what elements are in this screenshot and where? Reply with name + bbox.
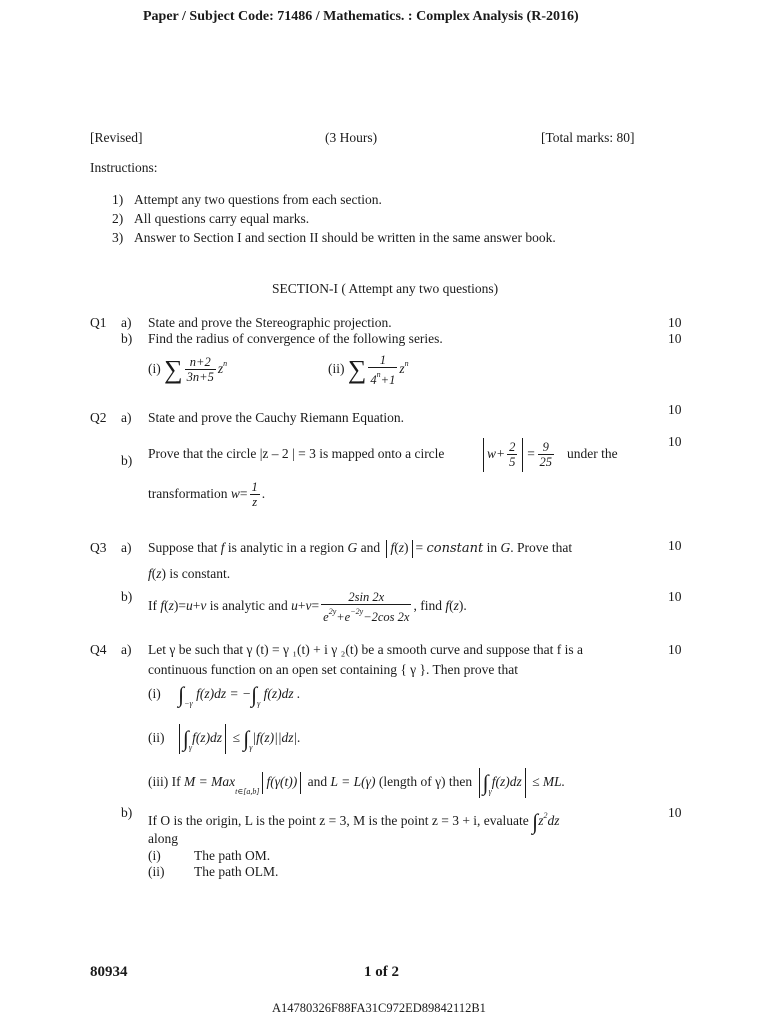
series-one: (i) ∑ $\frac{n+2}{3n+5}$ $z^n$ [148,354,228,385]
proof-item-one: (i) $\int_{-\gamma}$ $f(z)dz = -\int_\gamma$ f(z)dz . [148,681,301,708]
part-label: a) [121,540,132,555]
part-label: a) [121,642,132,657]
revised-label: [Revised] [90,130,143,145]
question-text: continuous function on an open set containing { γ }. Then prove that [148,662,518,677]
total-marks-label: [Total marks: 80] [541,130,635,145]
instructions-heading: Instructions: [90,160,158,175]
part-label: a) [121,410,132,425]
question-label: Q3 [90,540,107,555]
path-text: The path OM. [194,848,271,863]
sub-label: (i) [148,361,161,376]
marks: 10 [668,434,682,449]
sigma-icon: ∑ [347,354,367,384]
instruction-num: 2) [112,211,124,226]
sub-label: (ii) [328,361,345,376]
fraction: $\frac{1}{4^n+1}$ [370,352,396,387]
series-two: (ii) ∑ $\frac{1}{4^n+1}$ $z^n$ [328,352,409,387]
instruction-text: All questions carry equal marks. [134,211,310,226]
sub-label: (i) [148,848,161,863]
duration-label: (3 Hours) [325,130,378,145]
paper-code: 80934 [90,964,128,980]
sub-label: (ii) [148,864,165,879]
marks: 10 [668,642,682,657]
question-text: transformation w= $\frac{1}{z}$ . [148,480,266,510]
proof-item-three: (iii) If M = Max$_{t\in[a,b]}$f(γ(t)) and L = L(γ) (length of γ) then $\int_\gamma f(z)dz$ ≤ ML. [148,769,566,796]
question-text: If O is the origin, L is the point z = 3, M is the point z = 3 + i, evaluate $\int z^2dz$ [148,808,560,834]
question-label: Q2 [90,410,107,425]
instruction-num: 1) [112,192,124,207]
marks: 10 [668,331,682,346]
instruction-text: Answer to Section I and section II should be written in the same answer book. [134,230,556,245]
part-label: b) [121,453,133,468]
marks: 10 [668,805,682,820]
part-label: a) [121,315,132,330]
marks: 10 [668,402,682,417]
question-text: under the [567,446,618,461]
paper-header: Paper / Subject Code: 71486 / Mathematics. : Complex Analysis (R-2016) [143,9,579,24]
part-label: b) [121,589,133,604]
question-text: State and prove the Cauchy Riemann Equation. [148,410,405,425]
question-text: along [148,831,178,846]
path-text: The path OLM. [194,864,279,879]
question-text: Let γ be such that γ (t) = γ ₁(t) + i γ ₂(t) be a smooth curve and suppose that f is a [148,642,584,657]
part-label: b) [121,805,133,820]
question-text: f(z) is constant. [148,566,231,581]
question-text: If f(z)=u+v is analytic and u+v= $\frac{2\sin 2x}{e^{2y}+e^{-2y}-2\cos 2x}$ , find f(z). [148,589,467,624]
question-label: Q4 [90,642,107,657]
instruction-text: Attempt any two questions from each section. [134,192,382,207]
document-hash: A14780326F88FA31C972ED89842112B1 [272,1001,486,1015]
marks: 10 [668,589,682,604]
part-label: b) [121,331,133,346]
question-text: Find the radius of convergence of the following series. [148,331,443,346]
section-title: SECTION-I ( Attempt any two questions) [272,281,499,296]
circle-equation: w+ $\frac{2}{5}$ = $\frac{9}{25}$ [480,434,556,474]
sigma-icon: ∑ [164,354,183,384]
instruction-num: 3) [112,230,124,245]
marks: 10 [668,315,682,330]
fraction: $\frac{n+2}{3n+5}$ [186,355,214,385]
page-number: 1 of 2 [364,964,399,980]
marks: 10 [668,538,682,553]
proof-item-two: (ii) $\int_\gamma f(z)dz \le \int_\gamma|f(z)||dz|$. [148,725,301,752]
question-text: Prove that the circle |z – 2 | = 3 is mapped onto a circle [148,446,445,461]
question-text: Suppose that f is analytic in a region G and f(z) = constant in G. Prove that [148,540,573,557]
question-text: State and prove the Stereographic projection. [148,315,392,330]
question-label: Q1 [90,315,107,330]
